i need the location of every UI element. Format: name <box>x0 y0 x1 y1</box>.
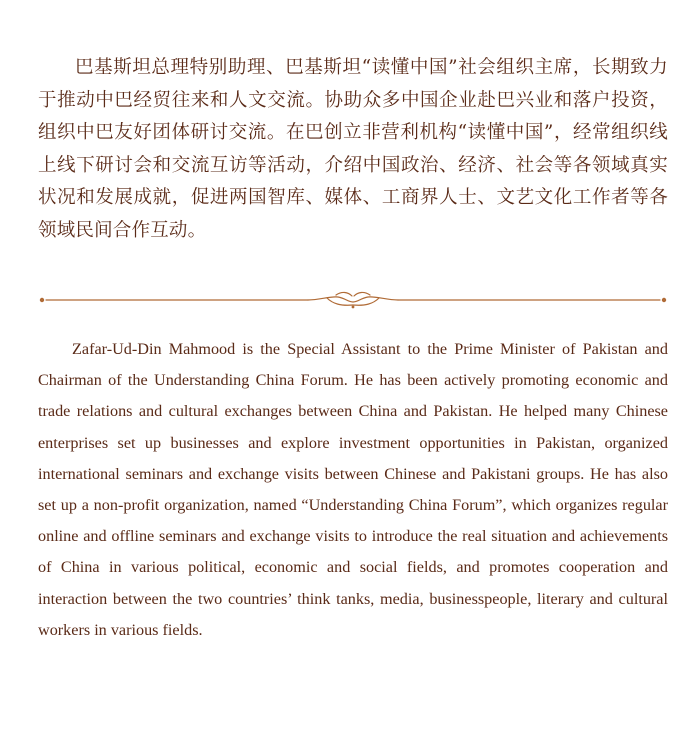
english-biography-paragraph: Zafar-Ud-Din Mahmood is the Special Assistant to the Prime Minister of Pakistan and Chairman of the Understanding China Forum. He has been actively promoting economic and trade relations and cultural exchanges between China and Pakistan. He helped many Chinese enterprises set up businesses and explore investment opportunities in Pakistan, organized international seminars and exchange visits between Chinese and Pakistani groups. He has also set up a non-profit organization, named “Understanding China Forum”, which organizes regular online and offline seminars and exchange visits to introduce the real situation and achievements of China in various political, economic and social fields, and promotes cooperation and interaction between the two countries’ think tanks, media, businesspeople, literary and cultural workers in various fields. <box>38 340 668 639</box>
chinese-biography-paragraph: 巴基斯坦总理特别助理、巴基斯坦“读懂中国”社会组织主席，长期致力于推动中巴经贸往来和人文交流。协助众多中国企业赴巴兴业和落户投资，组织中巴友好团体研讨交流。在巴创立非营利机构“读懂中国”，经常组织线上线下研讨会和交流互访等活动，介绍中国政治、经济、社会等各领域真实状况和发展成就，促进两国智库、媒体、工商界人士、文艺文化工作者等各领域民间合作互动。 <box>38 57 668 241</box>
ornamental-scroll-icon <box>38 286 668 314</box>
ornamental-divider <box>38 286 668 314</box>
